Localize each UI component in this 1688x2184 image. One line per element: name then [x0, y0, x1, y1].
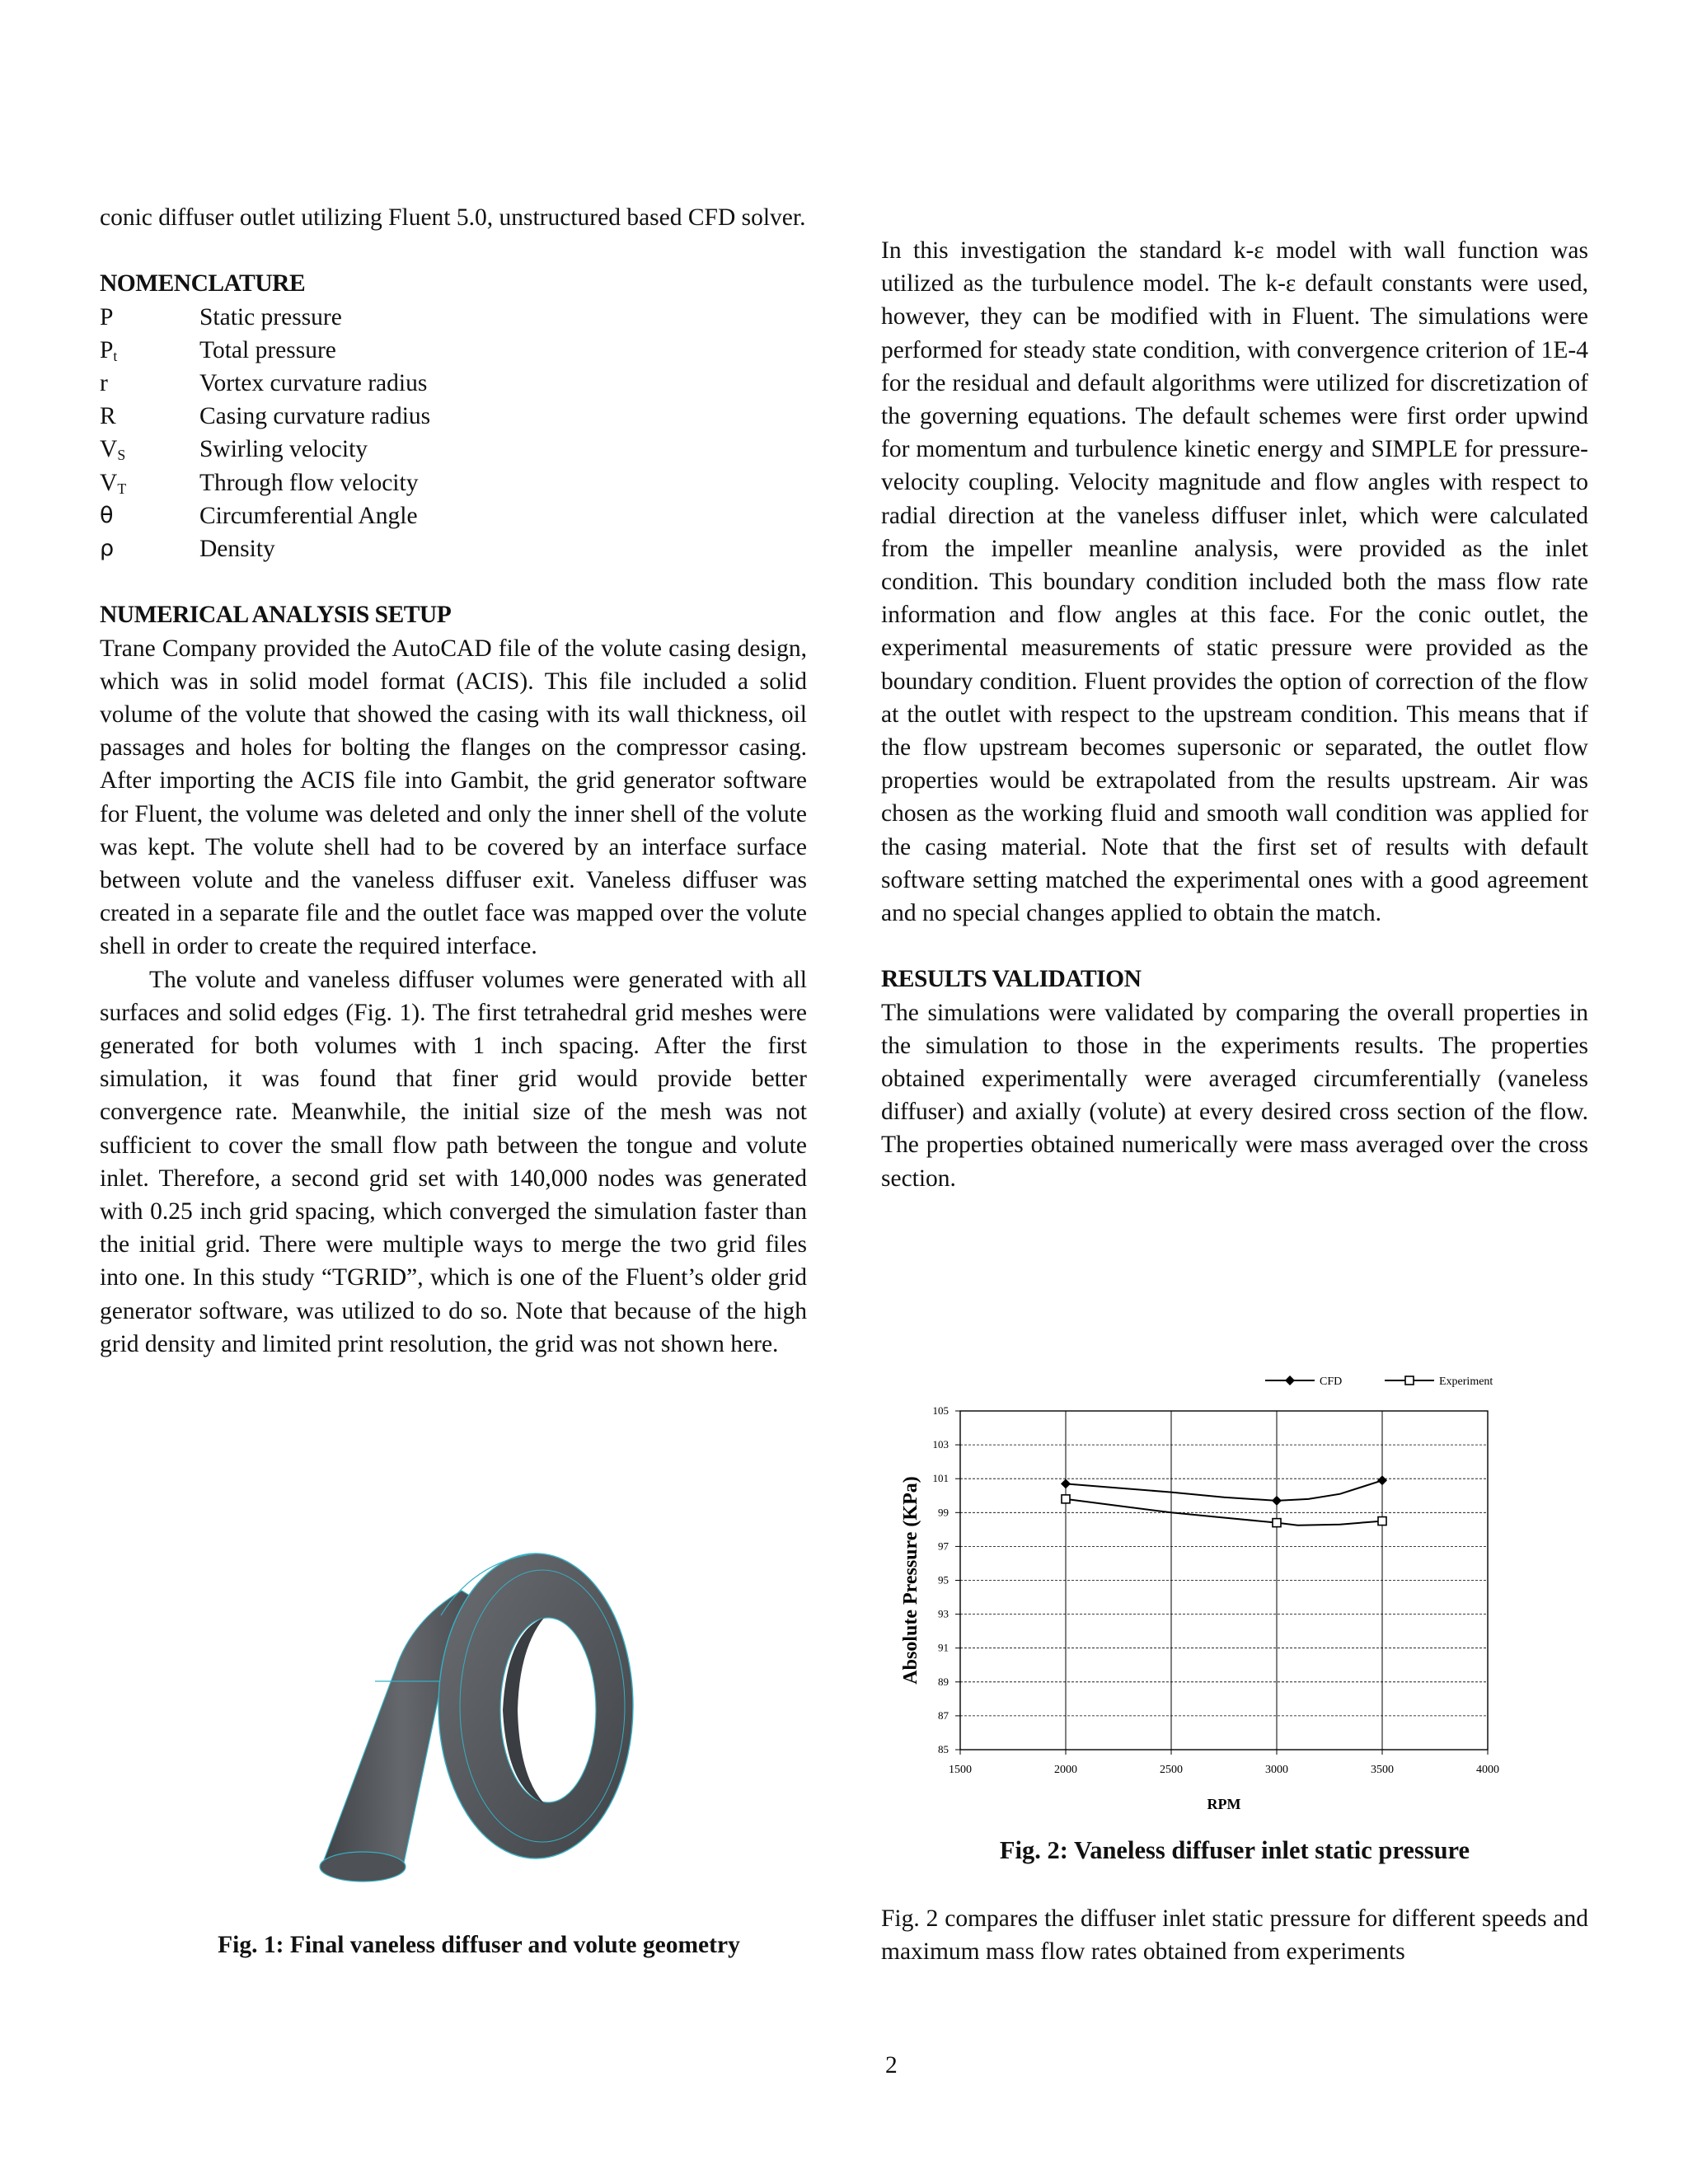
- nomenclature-row: [100, 400, 807, 433]
- setup-heading: NUMERICAL ANALYSIS SETUP: [100, 602, 452, 629]
- cfd-point: [1061, 1479, 1071, 1488]
- experiment-point: [1062, 1495, 1070, 1503]
- page-number: 2: [885, 2052, 898, 2079]
- figure-2-caption: Fig. 2: Vaneless diffuser inlet static pressure: [999, 1836, 1470, 1864]
- nomenclature-subscript: S: [117, 447, 126, 464]
- experiment-point: [1378, 1517, 1386, 1526]
- intro-paragraph: conic diffuser outlet utilizing Fluent 5.0, unstructured based CFD solver.: [100, 204, 806, 231]
- y-tick-label: 93: [938, 1607, 949, 1620]
- x-tick-label: 4000: [1476, 1764, 1499, 1776]
- x-tick-label: 2000: [1054, 1764, 1077, 1776]
- outlet-face: [320, 1852, 406, 1882]
- cfd-point: [1272, 1496, 1282, 1506]
- series-line-cfd: [1066, 1480, 1382, 1501]
- y-tick-label: 99: [938, 1506, 949, 1519]
- nomenclature-symbol: ρ: [100, 536, 115, 562]
- closing-text: [881, 1902, 1588, 1968]
- y-tick-label: 87: [938, 1708, 949, 1722]
- legend-label: CFD: [1320, 1376, 1343, 1388]
- y-tick-label: 91: [938, 1641, 949, 1654]
- pressure-chart: [890, 1360, 1517, 1821]
- y-tick-label: 97: [938, 1540, 949, 1553]
- nomenclature-symbol: R: [100, 403, 116, 430]
- nomenclature-symbol: r: [100, 370, 108, 396]
- nomenclature-heading: NOMENCLATURE: [100, 270, 306, 298]
- legend-marker-cfd: [1285, 1376, 1295, 1385]
- x-tick-label: 3000: [1265, 1764, 1288, 1776]
- setup-paragraph-1: Trane Company provided the AutoCAD file of the volute casing design, which was in solid model format (ACIS). This file included a solid volume of the volute that showed the casing with its wall thickness, oil passages and holes for bolting the flanges on the compressor casing. After importing the ACIS file into Gambit, the grid generator software for Fluent, the volume was deleted and only the inner shell of the volute was kept. The volute shell had to be covered by an interface surface between volute and the vaneless diffuser exit. Vaneless diffuser was created in a separate file and the outlet face was mapped over the volute shell in order to create the required interface.: [100, 635, 807, 960]
- closing-paragraph: Fig. 2 compares the diffuser inlet static pressure for different speeds and maximum mass flow rates obtained from experiments: [881, 1905, 1588, 1966]
- x-tick-label: 3500: [1371, 1764, 1394, 1776]
- nomenclature-row: [100, 466, 807, 499]
- nomenclature-symbol: V: [100, 469, 118, 496]
- nomenclature-row: [100, 532, 807, 565]
- y-axis-label: Absolute Pressure (KPa): [900, 1476, 921, 1685]
- legend-marker-experiment: [1405, 1376, 1414, 1385]
- y-tick-label: 95: [938, 1573, 949, 1586]
- nomenclature-definition: Total pressure: [199, 336, 336, 363]
- nomenclature-row: [100, 499, 807, 532]
- nomenclature-definition: Vortex curvature radius: [199, 370, 428, 396]
- series-line-experiment: [1066, 1499, 1382, 1526]
- nomenclature-subscript: t: [113, 347, 118, 364]
- nomenclature-definition: Density: [199, 536, 275, 563]
- validation-heading: RESULTS VALIDATION: [881, 966, 1142, 993]
- nomenclature-symbol: V: [100, 436, 118, 463]
- experiment-point: [1273, 1519, 1281, 1527]
- x-axis-label: RPM: [1207, 1796, 1241, 1812]
- x-tick-label: 2500: [1160, 1764, 1183, 1776]
- validation-paragraph: The simulations were validated by comparing the overall properties in the simulation to those in the experiments results. The properties obtained experimentally were averaged circumferentially (vaneless diffuser) and axially (volute) at every desired cross section of the flow. The properties obtained numerically were mass averaged over the cross section.: [881, 999, 1588, 1192]
- nomenclature-symbol: θ: [100, 502, 114, 528]
- turbulence-paragraph: In this investigation the standard k-ε model with wall function was utilized as the turbulence model. The k-ε default constants were used, however, they can be modified with in Fluent. The simulations were performed for steady state condition, with convergence criterion of 1E-4 for the residual and default algorithms were utilized for discretization of the governing equations. The default schemes were first order upwind for momentum and turbulence kinetic energy and SIMPLE for pressure-velocity coupling. Velocity magnitude and flow angles with respect to radial direction at the vaneless diffuser inlet, which were calculated from the impeller meanline analysis, were provided as the inlet condition. This boundary condition included both the mass flow rate information and flow angles at this face. For the conic outlet, the experimental measurements of static pressure were provided as the boundary condition. Fluent provides the option of correction of the flow at the outlet with respect to the upstream condition. This means that if the flow upstream becomes supersonic or separated, the outlet flow properties would be extrapolated from the results upstream. Air was chosen as the working fluid and smooth wall condition was applied for the casing material. Note that the first set of results with default software setting matched the experimental ones with a good agreement and no special changes applied to obtain the match.: [881, 237, 1588, 927]
- nomenclature-definition: Through flow velocity: [199, 469, 419, 496]
- nomenclature-row: [100, 301, 807, 334]
- y-tick-label: 103: [932, 1438, 949, 1451]
- nomenclature-row: [100, 433, 807, 466]
- nomenclature-symbol: P: [100, 303, 114, 330]
- nomenclature-row: [100, 334, 807, 367]
- y-tick-label: 101: [932, 1472, 949, 1485]
- y-tick-label: 85: [938, 1743, 949, 1755]
- nomenclature-definition: Swirling velocity: [199, 436, 368, 463]
- y-tick-label: 89: [938, 1675, 949, 1688]
- nomenclature-list: [100, 301, 807, 566]
- left-column: [100, 201, 807, 1361]
- nomenclature-subscript: T: [117, 480, 127, 497]
- x-tick-label: 1500: [949, 1764, 972, 1776]
- volute-geometry-figure: [297, 1541, 643, 1887]
- legend-label: Experiment: [1439, 1376, 1493, 1388]
- nomenclature-definition: Circumferential Angle: [199, 502, 418, 529]
- cfd-point: [1377, 1475, 1387, 1485]
- figure-1-caption: Fig. 1: Final vaneless diffuser and volute geometry: [218, 1932, 740, 1958]
- y-tick-label: 105: [932, 1404, 949, 1417]
- nomenclature-symbol: P: [100, 336, 114, 363]
- setup-paragraph-2: The volute and vaneless diffuser volumes were generated with all surfaces and solid edges (Fig. 1). The first tetrahedral grid meshes were generated for both volumes with 1 inch spacing. After the first simulation, it was found that finer grid would provide better convergence rate. Meanwhile, the initial size of the mesh was not sufficient to cover the small flow path between the tongue and volute inlet. Therefore, a second grid set with 140,000 nodes was generated with 0.25 inch grid spacing, which converged the simulation faster than the initial grid. There were multiple ways to merge the two grid files into one. In this study “TGRID”, which is one of the Fluent’s older grid generator software, was utilized to do so. Note that because of the high grid density and limited print resolution, the grid was not shown here.: [100, 966, 807, 1357]
- right-column: [881, 234, 1588, 1195]
- nomenclature-definition: Casing curvature radius: [199, 403, 431, 430]
- nomenclature-row: [100, 367, 807, 400]
- nomenclature-definition: Static pressure: [199, 303, 342, 330]
